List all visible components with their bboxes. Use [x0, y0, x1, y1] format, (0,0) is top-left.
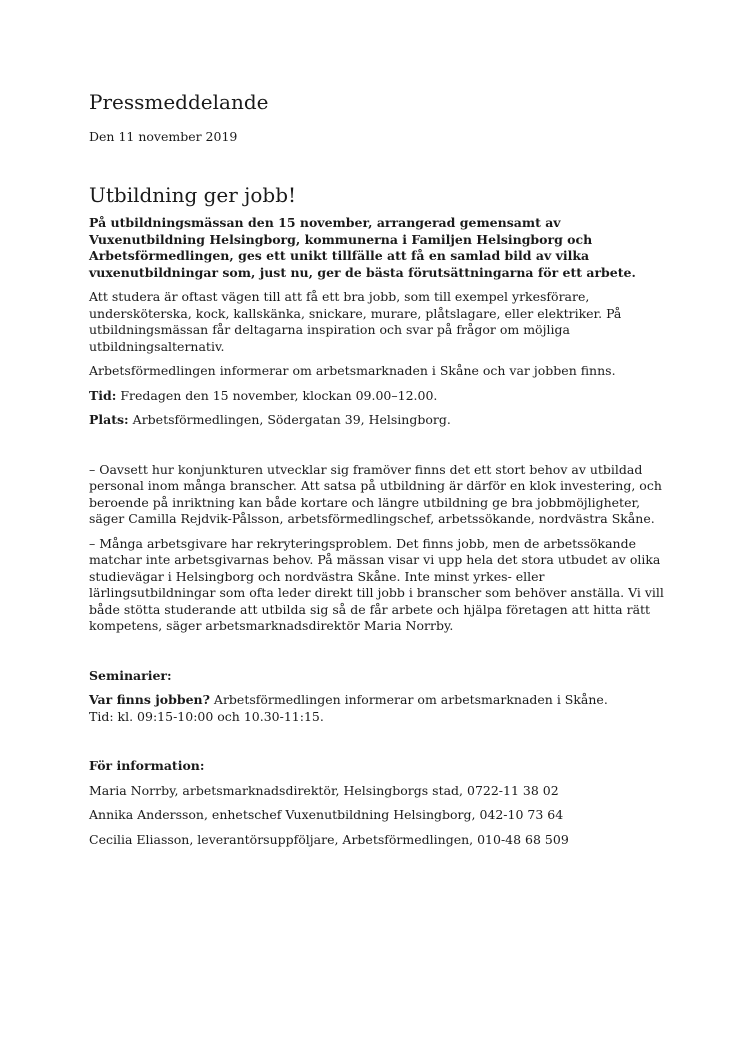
contact-person: Maria Norrby, arbetsmarknadsdirektör, Helsingborgs stad, 0722-11 38 02: [89, 782, 559, 798]
event-place: [89, 412, 664, 429]
lead-paragraph: På utbildningsmässan den 15 november, arrangerad gemensamt av Vuxenutbildning Helsingborg, kommunerna i Familjen Helsingborg och Arbetsförmedlingen, ges ett unikt tillfälle att få en samlad bild av vilka vuxenutbildningar som, just nu, ger de bästa förutsättningarna för ett arbete.: [89, 215, 636, 280]
seminars-heading: Seminarier:: [89, 667, 172, 683]
release-date: Den 11 november 2019: [89, 129, 238, 144]
contact-heading: För information:: [89, 758, 205, 773]
press-release-document: [89, 88, 664, 848]
event-time-label: Tid:: [89, 387, 117, 403]
body-paragraph-2: Arbetsförmedlingen informerar om arbetsmarknaden i Skåne och var jobben finns.: [89, 363, 616, 378]
seminar-item-time: Tid: kl. 09:15-10:00 och 10.30-11:15.: [89, 708, 324, 724]
seminar-item: [89, 692, 664, 725]
headline: Utbildning ger jobb!: [89, 183, 297, 207]
seminar-item-title: Var finns jobben?: [89, 692, 210, 707]
event-time-value: Fredagen den 15 november, klockan 09.00–12.00.: [116, 387, 438, 403]
event-place-label: Plats:: [89, 412, 129, 427]
event-place-value: Arbetsförmedlingen, Södergatan 39, Helsingborg.: [128, 412, 451, 427]
quote-paragraph-1: – Oavsett hur konjunkturen utvecklar sig framöver finns det ett stort behov av utbildad personal inom många branscher. Att satsa på utbildning är därför en klok investering, och beroende på inriktning kan både kortare och längre utbildning ge bra jobbmöjligheter, säger Camilla Rejdvik-Pålsson, arbetsförmedlingschef, arbetssökande, nordvästra Skåne.: [89, 461, 662, 526]
event-time: [89, 388, 664, 405]
body-paragraph-1: Att studera är oftast vägen till att få ett bra jobb, som till exempel yrkesförare, undersköterska, kock, kallskänka, snickare, murare, plåtslagare, eller elektriker. På utbildningsmässan får deltagarna inspiration och svar på frågor om möjliga utbildningsalternativ.: [89, 289, 622, 354]
quote-paragraph-2: – Många arbetsgivare har rekryteringsproblem. Det finns jobb, men de arbetssökande matchar inte arbetsgivarnas behov. På mässan visar vi upp hela det stora utbudet av olika studievägar i Helsingborg och nordvästra Skåne. Inte minst yrkes- eller lärlingsutbildningar som ofta leder direkt till jobb i branscher som behöver anställa. Vi vill både stötta studerande att utbilda sig så de får arbete och hjälpa företagen att hitta rätt kompetens, säger arbetsmarknadsdirektör Maria Norrby.: [89, 535, 664, 633]
contact-person: Cecilia Eliasson, leverantörsuppföljare, Arbetsförmedlingen, 010-48 68 509: [89, 831, 569, 847]
document-title: Pressmeddelande: [89, 90, 269, 114]
seminar-item-text: Arbetsförmedlingen informerar om arbetsmarknaden i Skåne.: [209, 692, 608, 707]
contact-person: Annika Andersson, enhetschef Vuxenutbildning Helsingborg, 042-10 73 64: [89, 807, 564, 822]
